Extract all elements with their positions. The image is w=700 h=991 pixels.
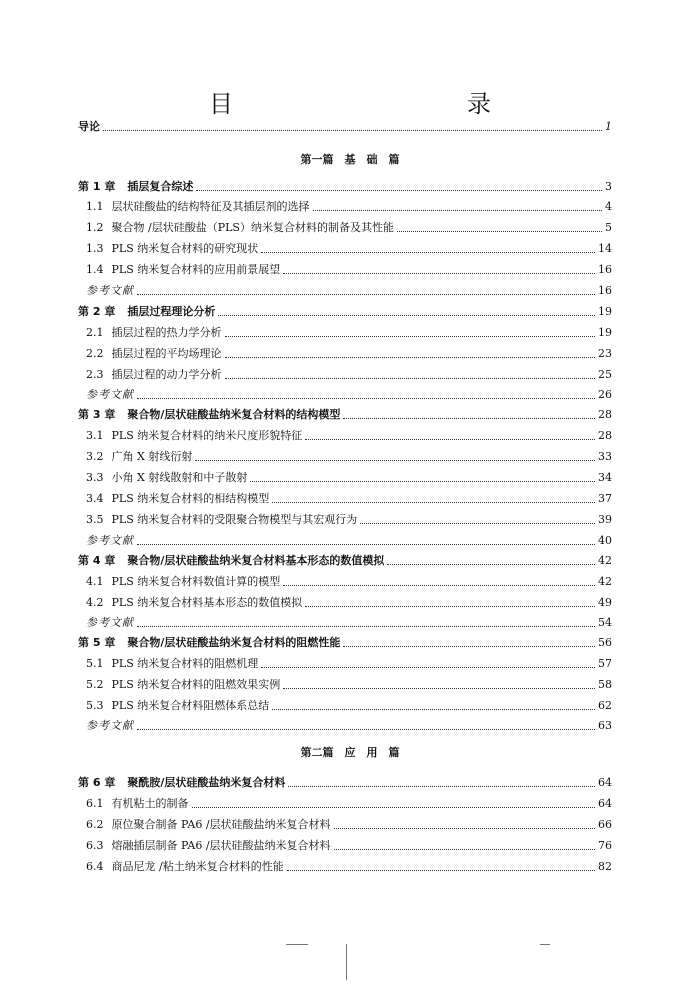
dot-leader: [137, 729, 595, 730]
section-title: 商品尼龙 /粘土纳米复合材料的性能: [111, 860, 284, 873]
chapter-number: 第 6 章: [78, 776, 116, 789]
refs-row: [0, 380, 700, 402]
intro-row: [0, 112, 700, 134]
section-title: PLS 纳米复合材料阻燃体系总结: [111, 699, 270, 712]
section-row: [0, 691, 700, 713]
section-row: [0, 852, 700, 874]
section-number: 2.1: [86, 326, 104, 339]
section-label: [86, 429, 302, 443]
section-row: [0, 567, 700, 589]
dot-leader: [218, 315, 595, 316]
footer-mark: [286, 944, 308, 945]
page-number: 54: [598, 616, 612, 629]
page-number: 1: [605, 120, 612, 133]
dot-leader: [283, 585, 595, 586]
dot-leader: [195, 460, 595, 461]
section-title: 广角 X 射线衍射: [111, 450, 193, 463]
section-number: 3.1: [86, 429, 104, 442]
section-row: [0, 442, 700, 464]
section-number: 2.3: [86, 368, 104, 381]
chapter-label: [78, 305, 215, 319]
section-title: PLS 纳米复合材料的阻燃效果实例: [111, 678, 281, 691]
page-number: 64: [598, 776, 612, 789]
page-number: 37: [598, 492, 612, 505]
section-row: [0, 484, 700, 506]
chapter-row: [0, 297, 700, 319]
section-title: PLS 纳米复合材料基本形态的数值模拟: [111, 596, 303, 609]
section-number: 5.3: [86, 699, 104, 712]
page-number: 34: [598, 471, 612, 484]
section-title: 层状硅酸盐的结构特征及其插层剂的选择: [111, 200, 310, 213]
page-title: 目 录: [209, 90, 553, 118]
section-title: 聚合物 /层状硅酸盐（PLS）纳米复合材料的制备及其性能: [111, 221, 394, 234]
dot-leader: [192, 807, 596, 808]
dot-leader: [360, 523, 595, 524]
section-label: [86, 450, 192, 464]
section-row: [0, 588, 700, 610]
dot-leader: [305, 606, 595, 607]
section-row: [0, 318, 700, 340]
page-number: 62: [598, 699, 612, 712]
section-number: 4.2: [86, 596, 104, 609]
dot-leader: [272, 709, 595, 710]
chapter-title: 聚合物/层状硅酸盐纳米复合材料的结构模型: [127, 408, 341, 421]
section-label: [86, 263, 280, 277]
section-number: 3.3: [86, 471, 104, 484]
refs-row: [0, 711, 700, 733]
section-title: 插层过程的平均场理论: [111, 347, 222, 360]
page-number: 16: [598, 263, 612, 276]
page-number: 64: [598, 797, 612, 810]
section-label: [86, 242, 258, 256]
page-number: 26: [598, 388, 612, 401]
dot-leader: [287, 870, 595, 871]
references-label: 参考文献: [86, 388, 134, 401]
section-number: 2.2: [86, 347, 104, 360]
chapter-row: [0, 172, 700, 194]
section-row: [0, 810, 700, 832]
dot-leader: [397, 231, 602, 232]
chapter-title: 聚合物/层状硅酸盐纳米复合材料基本形态的数值模拟: [127, 554, 385, 567]
section-number: 5.1: [86, 657, 104, 670]
section-title: 小角 X 射线散射和中子散射: [111, 471, 248, 484]
page-number: 82: [598, 860, 612, 873]
page-number: 28: [598, 429, 612, 442]
chapter-number: 第 5 章: [78, 636, 116, 649]
section-title: PLS 纳米复合材料的研究现状: [111, 242, 259, 255]
section-number: 1.1: [86, 200, 104, 213]
dot-leader: [137, 544, 595, 545]
page-number: 42: [598, 554, 612, 567]
section-row: [0, 670, 700, 692]
chapter-title: 插层复合综述: [127, 180, 194, 193]
page-number: 39: [598, 513, 612, 526]
section-number: 3.5: [86, 513, 104, 526]
refs-row: [0, 608, 700, 630]
page-number: 57: [598, 657, 612, 670]
refs-label: [86, 284, 134, 298]
dot-leader: [343, 646, 595, 647]
dot-leader: [261, 667, 595, 668]
dot-leader: [196, 190, 602, 191]
section-label: [86, 492, 269, 506]
section-row: [0, 360, 700, 382]
page-number: 4: [605, 200, 612, 213]
section-number: 5.2: [86, 678, 104, 691]
dot-leader: [225, 336, 596, 337]
section-label: [86, 839, 331, 853]
section-row: [0, 213, 700, 235]
dot-leader: [334, 849, 595, 850]
section-label: [86, 513, 357, 527]
chapter-number: 第 4 章: [78, 554, 116, 567]
chapter-row: [0, 768, 700, 790]
section-row: [0, 339, 700, 361]
chapter-title: 聚酰胺/层状硅酸盐纳米复合材料: [127, 776, 286, 789]
section-number: 6.4: [86, 860, 104, 873]
section-label: [86, 797, 189, 811]
section-label: [86, 471, 247, 485]
section-number: 6.1: [86, 797, 104, 810]
dot-leader: [283, 688, 595, 689]
page-number: 5: [605, 221, 612, 234]
page-number: 16: [598, 284, 612, 297]
dot-leader: [305, 439, 595, 440]
section-label: [86, 326, 222, 340]
section-row: [0, 505, 700, 527]
chapter-label: [78, 408, 340, 422]
chapter-number: 第 2 章: [78, 305, 116, 318]
intro-title: 导论: [78, 120, 100, 133]
section-number: 4.1: [86, 575, 104, 588]
part-title: 第一篇 基 础 篇: [300, 153, 400, 166]
section-title: 插层过程的动力学分析: [111, 368, 222, 381]
page-number: 28: [598, 408, 612, 421]
section-row: [0, 421, 700, 443]
dot-leader: [137, 398, 595, 399]
refs-label: [86, 719, 134, 733]
page-number: 14: [598, 242, 612, 255]
dot-leader: [387, 564, 595, 565]
part-title: 第二篇 应 用 篇: [300, 746, 400, 759]
page-number: 3: [605, 180, 612, 193]
section-row: [0, 192, 700, 214]
section-title: 有机粘土的制备: [111, 797, 189, 810]
section-row: [0, 463, 700, 485]
footer-mark-right: [540, 944, 550, 945]
page-number: 40: [598, 534, 612, 547]
section-number: 6.3: [86, 839, 104, 852]
section-title: 熔融插层制备 PA6 /层状硅酸盐纳米复合材料: [111, 839, 331, 852]
section-label: [86, 200, 310, 214]
page-number: 58: [598, 678, 612, 691]
section-label: [86, 347, 222, 361]
page-number: 49: [598, 596, 612, 609]
references-label: 参考文献: [86, 284, 134, 297]
chapter-number: 第 1 章: [78, 180, 116, 193]
page-number: 19: [598, 326, 612, 339]
section-number: 1.4: [86, 263, 104, 276]
section-label: [86, 657, 258, 671]
section-label: [86, 818, 331, 832]
page-number: 63: [598, 719, 612, 732]
references-label: 参考文献: [86, 534, 134, 547]
section-number: 3.4: [86, 492, 104, 505]
page-number: 25: [598, 368, 612, 381]
page-number: 19: [598, 305, 612, 318]
dot-leader: [137, 294, 595, 295]
section-title: PLS 纳米复合材料的应用前景展望: [111, 263, 281, 276]
dot-leader: [250, 481, 595, 482]
section-label: [86, 860, 284, 874]
dot-leader: [313, 210, 603, 211]
chapter-label: [78, 636, 340, 650]
section-row: [0, 255, 700, 277]
page-number: 76: [598, 839, 612, 852]
section-number: 6.2: [86, 818, 104, 831]
section-title: PLS 纳米复合材料的受限聚合物模型与其宏观行为: [111, 513, 358, 526]
dot-leader: [343, 418, 595, 419]
refs-row: [0, 526, 700, 548]
refs-row: [0, 276, 700, 298]
chapter-title: 聚合物/层状硅酸盐纳米复合材料的阻燃性能: [127, 636, 341, 649]
section-label: [86, 221, 394, 235]
chapter-title: 插层过程理论分析: [127, 305, 216, 318]
section-row: [0, 234, 700, 256]
section-number: 1.3: [86, 242, 104, 255]
page-number: 66: [598, 818, 612, 831]
page-number: 23: [598, 347, 612, 360]
intro-label: [78, 120, 100, 134]
chapter-number: 第 3 章: [78, 408, 116, 421]
section-title: 原位聚合制备 PA6 /层状硅酸盐纳米复合材料: [111, 818, 331, 831]
section-label: [86, 678, 280, 692]
chapter-row: [0, 546, 700, 568]
dot-leader: [261, 252, 595, 253]
page-number: 42: [598, 575, 612, 588]
dot-leader: [283, 273, 595, 274]
dot-leader: [272, 502, 595, 503]
section-number: 1.2: [86, 221, 104, 234]
references-label: 参考文献: [86, 719, 134, 732]
dot-leader: [103, 130, 602, 131]
dot-leader: [288, 786, 595, 787]
dot-leader: [225, 357, 596, 358]
section-title: PLS 纳米复合材料的相结构模型: [111, 492, 270, 505]
dot-leader: [334, 828, 595, 829]
references-label: 参考文献: [86, 616, 134, 629]
dot-leader: [137, 626, 595, 627]
section-label: [86, 575, 280, 589]
page-number: 56: [598, 636, 612, 649]
chapter-row: [0, 400, 700, 422]
section-row: [0, 649, 700, 671]
chapter-row: [0, 628, 700, 650]
dot-leader: [225, 378, 596, 379]
footer-divider: [346, 944, 347, 980]
chapter-label: [78, 776, 285, 790]
section-title: PLS 纳米复合材料的纳米尺度形貌特征: [111, 429, 303, 442]
section-title: PLS 纳米复合材料的阻燃机理: [111, 657, 259, 670]
chapter-label: [78, 554, 384, 568]
section-number: 3.2: [86, 450, 104, 463]
page-number: 33: [598, 450, 612, 463]
section-title: PLS 纳米复合材料数值计算的模型: [111, 575, 281, 588]
section-row: [0, 831, 700, 853]
section-title: 插层过程的热力学分析: [111, 326, 222, 339]
section-row: [0, 789, 700, 811]
